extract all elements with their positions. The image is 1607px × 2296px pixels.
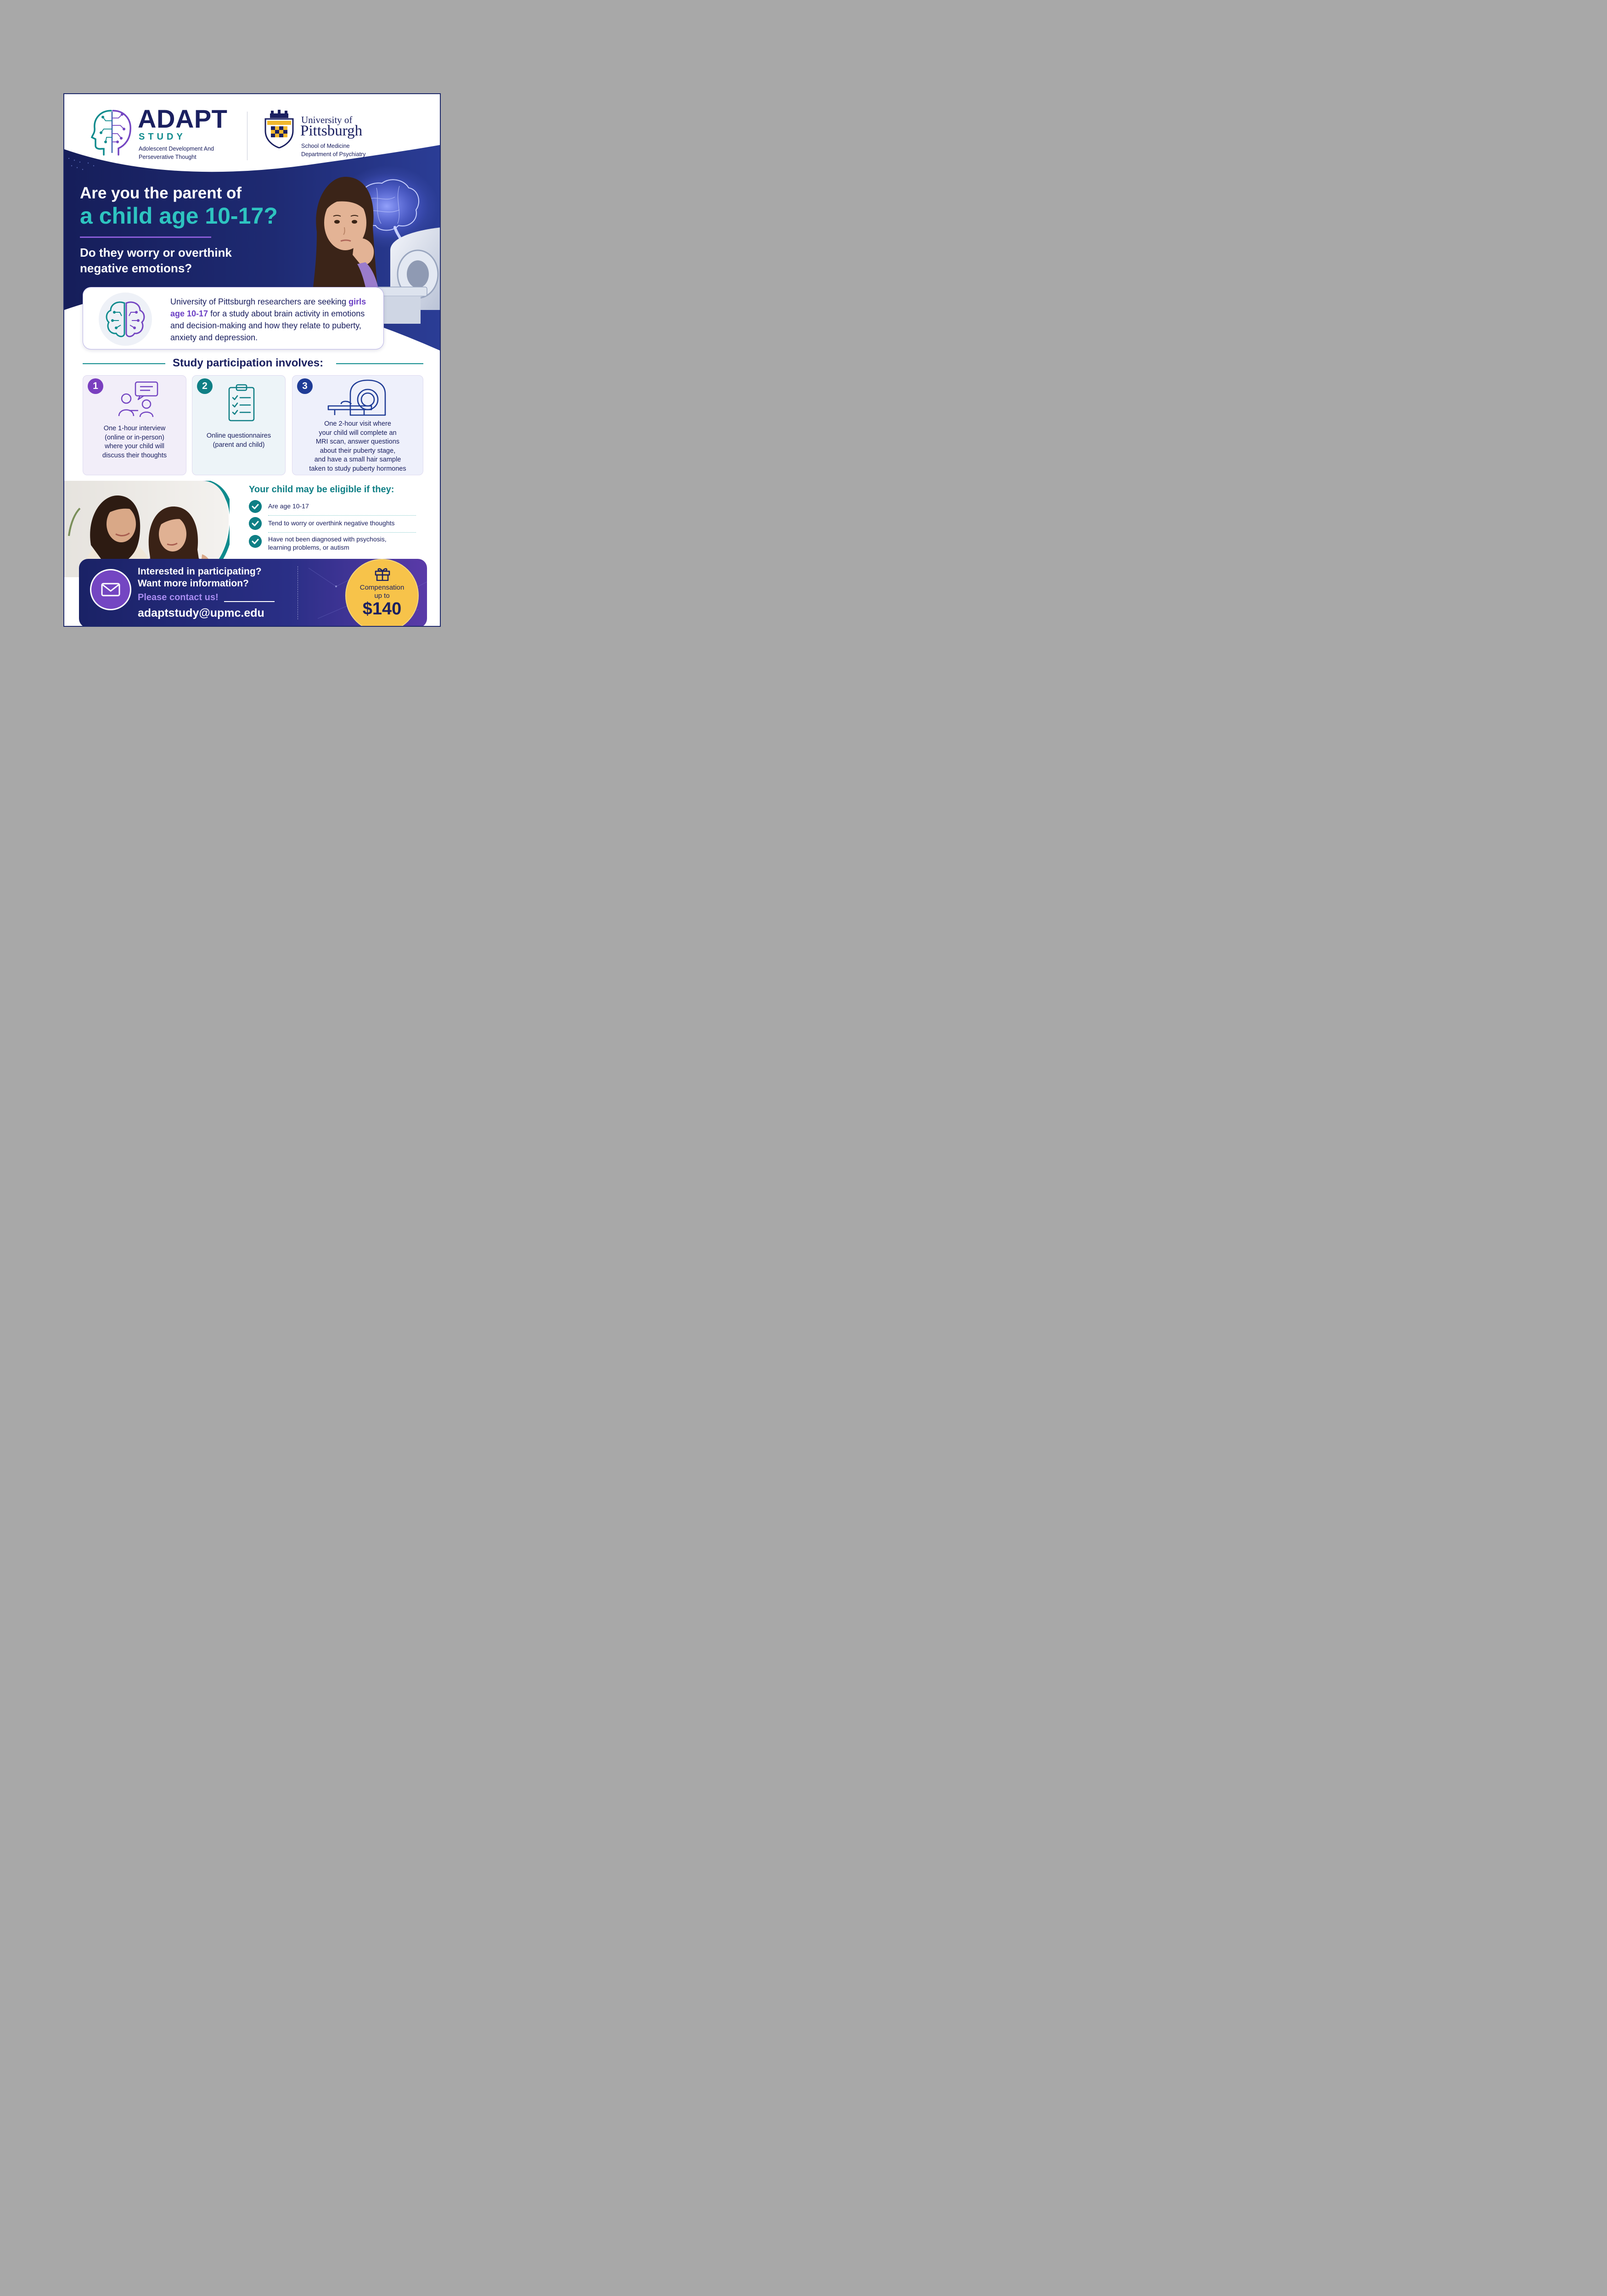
hero-subquestion bbox=[80, 245, 254, 276]
school-department bbox=[301, 142, 365, 158]
eligibility-line: Tend to worry or overthink negative thoughts bbox=[268, 519, 395, 527]
step-line: MRI scan, answer questions bbox=[315, 438, 400, 445]
head-network-icon bbox=[90, 107, 134, 157]
study-subtitle-line1: Adolescent Development And bbox=[139, 146, 214, 152]
step-line: (online or in-person) bbox=[105, 433, 164, 441]
compensation-layer bbox=[79, 559, 427, 627]
study-word: STUDY bbox=[139, 132, 186, 142]
step-line: One 2-hour visit where bbox=[324, 420, 391, 428]
interview-icon bbox=[117, 380, 159, 419]
eligibility-item bbox=[249, 517, 416, 533]
target-group-highlight: girls age 10-17 bbox=[170, 297, 366, 318]
eligibility-line: learning problems, or autism bbox=[268, 544, 349, 551]
eligibility-text bbox=[268, 535, 387, 551]
step-card-interview bbox=[83, 375, 186, 475]
checkmark-icon bbox=[249, 535, 262, 548]
eligibility-item bbox=[249, 535, 416, 553]
hero-question-line1: Are you the parent of bbox=[80, 184, 242, 202]
step-line: where your child will bbox=[105, 443, 164, 450]
gift-icon bbox=[374, 566, 391, 581]
step-card-mri-visit bbox=[292, 375, 423, 475]
mri-scanner-icon bbox=[327, 378, 388, 418]
hero-subquestion-line1: Do they worry or overthink bbox=[80, 246, 232, 259]
contact-cta: Please contact us! bbox=[138, 592, 219, 602]
step-line: One 1-hour interview bbox=[103, 425, 166, 432]
study-subtitle bbox=[139, 145, 240, 161]
dotted-divider bbox=[268, 532, 416, 533]
eligibility-heading: Your child may be eligible if they: bbox=[249, 484, 394, 495]
step-line: and have a small hair sample bbox=[314, 456, 401, 463]
step-number-badge: 3 bbox=[297, 378, 313, 394]
clipboard-icon bbox=[227, 383, 256, 422]
step-line: discuss their thoughts bbox=[102, 451, 167, 459]
section-rule-right bbox=[336, 363, 423, 364]
step-line: (parent and child) bbox=[213, 441, 265, 449]
checkmark-icon bbox=[249, 500, 262, 513]
contact-prompt-line1: Interested in participating? bbox=[138, 566, 262, 577]
university-line1: University of bbox=[301, 114, 353, 125]
contact-prompt-line2: Want more information? bbox=[138, 578, 249, 589]
eligibility-line: Are age 10-17 bbox=[268, 502, 309, 510]
description-lead: University of Pittsburgh researchers are seeking bbox=[170, 297, 349, 306]
step-description bbox=[87, 424, 182, 460]
contact-email-link[interactable]: adaptstudy@upmc.edu bbox=[138, 607, 264, 619]
study-title: ADAPT bbox=[138, 104, 228, 133]
compensation-label-line2: up to bbox=[374, 592, 390, 600]
hero-divider bbox=[80, 236, 211, 238]
section-rule-left bbox=[83, 363, 165, 364]
compensation-label-line1: Compensation bbox=[360, 584, 405, 591]
description-rest: for a study about brain activity in emotions and decision-making and how they relate to puberty, anxiety and depression. bbox=[170, 309, 365, 342]
flyer bbox=[63, 93, 441, 627]
dotted-divider bbox=[268, 515, 416, 516]
eligibility-line: Have not been diagnosed with psychosis, bbox=[268, 535, 387, 543]
study-subtitle-line2: Perseverative Thought bbox=[139, 154, 197, 160]
eligibility-text bbox=[268, 519, 395, 527]
school-name: School of Medicine bbox=[301, 143, 350, 149]
university-name: Pittsburgh bbox=[300, 123, 363, 139]
step-line: taken to study puberty hormones bbox=[309, 465, 406, 473]
checkmark-icon bbox=[249, 517, 262, 530]
step-description bbox=[196, 432, 281, 450]
step-line: about their puberty stage, bbox=[320, 447, 396, 455]
eligibility-text bbox=[268, 502, 309, 510]
step-number-badge: 1 bbox=[88, 378, 103, 394]
step-number-badge: 2 bbox=[197, 378, 213, 394]
pitt-shield-logo bbox=[264, 110, 294, 148]
study-description-box bbox=[83, 287, 384, 349]
participation-heading: Study participation involves: bbox=[173, 357, 324, 369]
compensation-label bbox=[346, 584, 418, 600]
department-name: Department of Psychiatry bbox=[301, 151, 366, 158]
compensation-amount: $140 bbox=[362, 599, 402, 619]
step-line: Online questionnaires bbox=[206, 432, 271, 439]
step-card-questionnaires bbox=[192, 375, 286, 475]
brain-icon bbox=[98, 292, 153, 346]
step-line: your child will complete an bbox=[319, 429, 397, 437]
step-description bbox=[296, 420, 419, 473]
study-description bbox=[170, 296, 372, 343]
hero-subquestion-line2: negative emotions? bbox=[80, 261, 192, 275]
compensation-badge bbox=[345, 559, 419, 627]
hero-question-line2: a child age 10-17? bbox=[80, 203, 278, 229]
header bbox=[64, 94, 441, 168]
eligibility-item bbox=[249, 500, 416, 516]
